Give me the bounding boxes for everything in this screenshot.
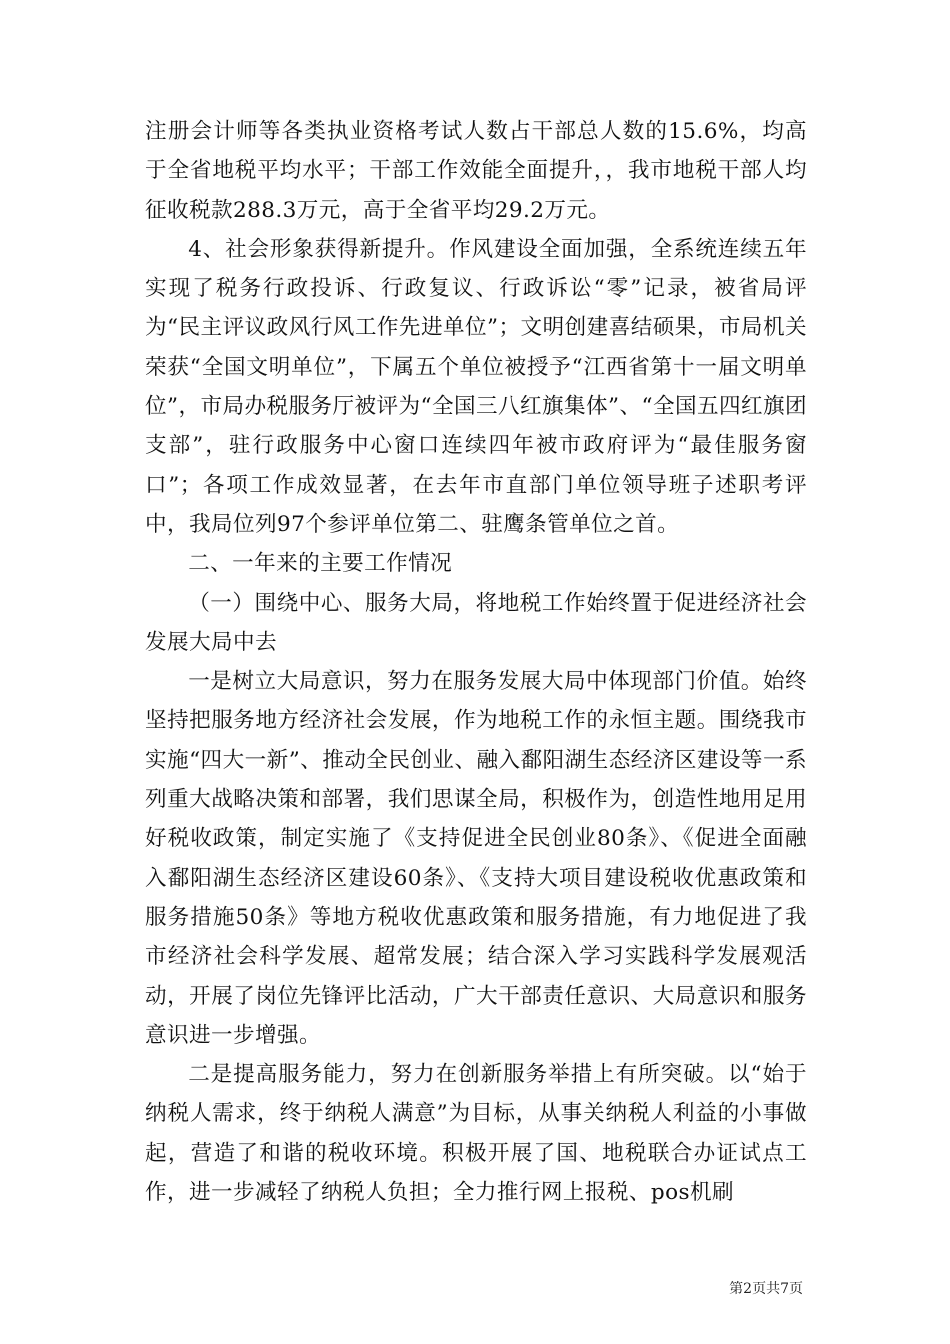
- page-number-footer: [0, 1278, 950, 1298]
- paragraph-continuation: 注册会计师等各类执业资格考试人数占干部总人数的15.6%，均高于全省地税平均水平；干部工作效能全面提升，，我市地税干部人均征收税款288.3万元，高于全省平均29.2万元。: [145, 119, 807, 223]
- subsection-heading-serve-center: （一）围绕中心、服务大局，将地税工作始终置于促进经济社会发展大局中去: [145, 590, 807, 655]
- paragraph-service-capability: 二是提高服务能力，努力在创新服务举措上有所突破。以“始于纳税人需求，终于纳税人满意”为目标，从事关纳税人利益的小事做起，营造了和谐的税收环境。积极开展了国、地税联合办证试点工作，进一步减轻了纳税人负担；全力推行网上报税、pos机刷: [145, 1062, 807, 1206]
- page-number-label: 第2页共7页: [729, 1281, 803, 1297]
- paragraph-overall-awareness: 一是树立大局意识，努力在服务发展大局中体现部门价值。始终坚持把服务地方经济社会发展，作为地税工作的永恒主题。围绕我市实施“四大一新”、推动全民创业、融入鄱阳湖生态经济区建设等一系列重大战略决策和部署，我们思谋全局，积极作为，创造性地用足用好税收政策，制定实施了《支持促进全民创业80条》、《促进全面融入鄱阳湖生态经济区建设60条》、《支持大项目建设税收优惠政策和服务措施50条》等地方税收优惠政策和服务措施，有力地促进了我市经济社会科学发展、超常发展；结合深入学习实践科学发展观活动，开展了岗位先锋评比活动，广大干部责任意识、大局意识和服务意识进一步增强。: [145, 669, 807, 1048]
- document-body: [145, 112, 807, 1212]
- section-heading-main-work: 二、一年来的主要工作情况: [188, 551, 453, 577]
- paragraph-social-image: 4、社会形象获得新提升。作风建设全面加强，全系统连续五年实现了税务行政投诉、行政复议、行政诉讼“零”记录，被省局评为“民主评议政风行风工作先进单位”；文明创建喜结硕果，市局机关荣获“全国文明单位”，下属五个单位被授予“江西省第十一届文明单位”，市局办税服务厅被评为“全国三八红旗集体”、“全国五四红旗团支部”，驻行政服务中心窗口连续四年被市政府评为“最佳服务窗口”；各项工作成效显著，在去年市直部门单位领导班子述职考评中，我局位列97个参评单位第二、驻鹰条管单位之首。: [145, 236, 807, 537]
